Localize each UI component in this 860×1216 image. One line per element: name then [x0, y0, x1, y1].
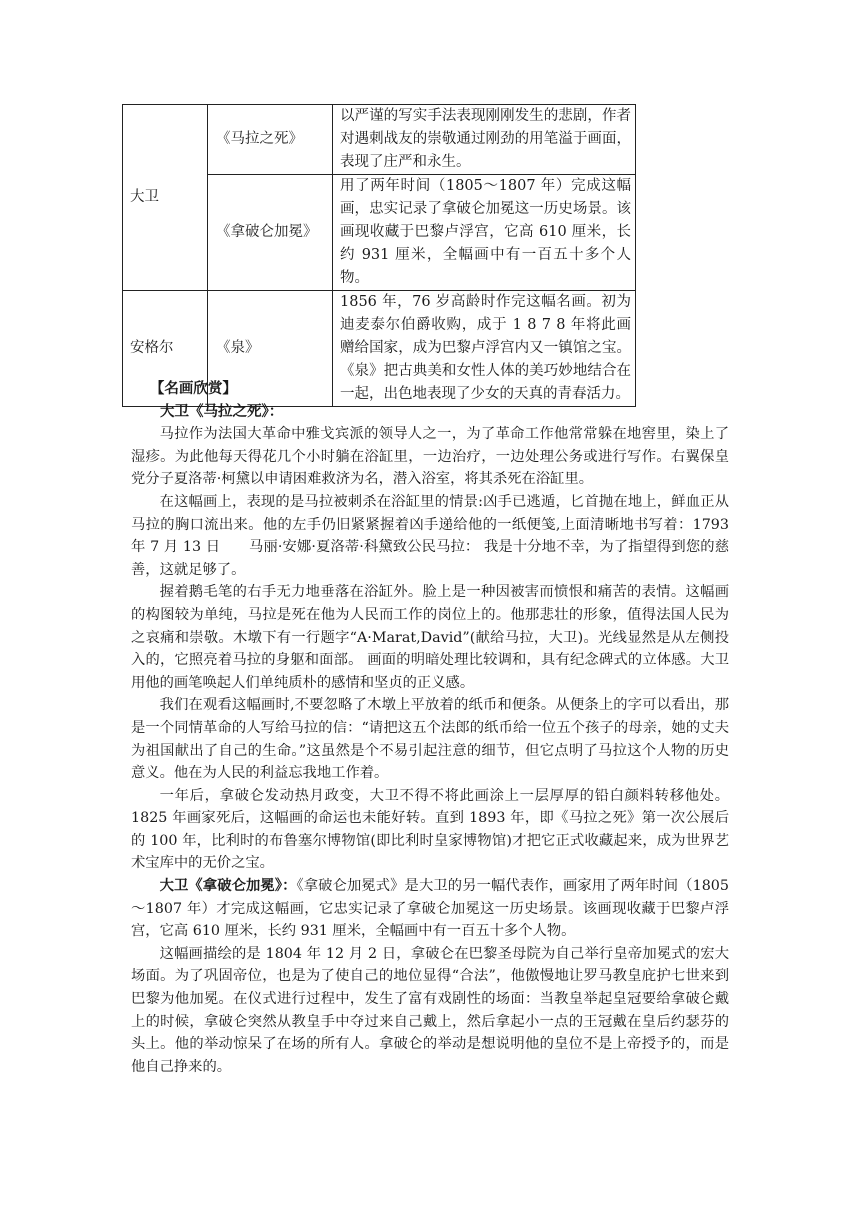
- table-row: [123, 105, 636, 175]
- article-body: [131, 378, 729, 1078]
- section-heading: 【名画欣赏】: [149, 381, 237, 397]
- work-cell-the-spring: 《泉》: [208, 291, 333, 407]
- paragraph: 一年后，拿破仑发动热月政变，大卫不得不将此画涂上一层厚厚的铅白颜料转移他处。1825 年画家死后，这幅画的命运也未能好转。直到 1893 年，即《马拉之死》第一次公展后的 100 年，比利时的布鲁塞尔博物馆(即比利时皇家博物馆)才把它正式收藏起来，成为世界艺术宝库中的无价之宝。: [131, 787, 729, 872]
- work-cell-coronation: 《拿破仑加冕》: [208, 175, 333, 291]
- artist-works-table: [122, 104, 636, 407]
- coronation-text: 《拿破仑加冕式》是大卫的另一幅代表作，画家用了两年时间（1805～1807 年）才完成这幅画，它忠实记录了拿破仑加冕这一历史场景。该画现收藏于巴黎卢浮宫，它高 610 厘米，长约 931 厘米，全幅画中有一百五十多个人物。: [131, 878, 729, 940]
- desc-cell-coronation: 用了两年时间（1805～1807 年）完成这幅画，忠实记录了拿破仑加冕这一历史场景。该画现收藏于巴黎卢浮宫，它高 610 厘米，长约 931 厘米，全幅画中有一百五十多个人物。: [333, 175, 636, 291]
- paragraph: 这幅画描绘的是 1804 年 12 月 2 日，拿破仑在巴黎圣母院为自己举行皇帝加冕式的宏大场面。为了巩固帝位，也是为了使自己的地位显得“合法”，他傲慢地让罗马教皇庇护七世来到巴黎为他加冕。在仪式进行过程中，发生了富有戏剧性的场面：当教皇举起皇冠要给拿破仑戴上的时候，拿破仑突然从教皇手中夺过来自己戴上，然后拿起小一点的王冠戴在皇后约瑟芬的头上。他的举动惊呆了在场的所有人。拿破仑的举动是想说明他的皇位不是上帝授予的，而是他自己挣来的。: [131, 945, 729, 1075]
- sub-heading-death-of-marat: 大卫《马拉之死》：: [160, 403, 284, 420]
- artist-cell-david: 大卫: [123, 105, 208, 291]
- paragraph: 马拉作为法国大革命中雅戈宾派的领导人之一，为了革命工作他常常躲在地窖里，染上了湿疹。为此他每天得花几个小时躺在浴缸里，一边治疗，一边处理公务或进行写作。右翼保皇党分子夏洛蒂·柯黛以申请困难救济为名，潜入浴室，将其杀死在浴缸里。: [131, 426, 729, 488]
- paragraph: 握着鹅毛笔的右手无力地垂落在浴缸外。脸上是一种因被害而愤恨和痛苦的表情。这幅画的构图较为单纯，马拉是死在他为人民而工作的岗位上的。他那悲壮的形象，值得法国人民为之哀痛和崇敬。木墩下有一行题字“A·Marat,David”(献给马拉，大卫)。光线显然是从左侧投入的，它照亮着马拉的身躯和面部。 画面的明暗处理比较调和，具有纪念碑式的立体感。大卫用他的画笔唤起人们单纯质朴的感情和坚贞的正义感。: [131, 584, 729, 691]
- desc-cell-the-spring: 1856 年，76 岁高龄时作完这幅名画。初为迪麦泰尔伯爵收购，成于 1 8 7 8 年将此画赠给国家，成为巴黎卢浮宫内又一镇馆之宝。《泉》把古典美和女性人体的美巧妙地结合在一起，出色地表现了少女的天真的青春活力。: [333, 291, 636, 407]
- paragraph-coronation: [131, 875, 729, 943]
- artist-cell-ingres: 安格尔: [123, 291, 208, 407]
- work-cell-death-of-marat: 《马拉之死》: [208, 105, 333, 175]
- desc-cell-death-of-marat: 以严谨的写实手法表现刚刚发生的悲剧，作者对遇刺战友的崇敬通过刚劲的用笔溢于画面，表现了庄严和永生。: [333, 105, 636, 175]
- paragraph: 我们在观看这幅画时,不要忽略了木墩上平放着的纸币和便条。从便条上的字可以看出，那是一个同情革命的人写给马拉的信：“请把这五个法郎的纸币给一位五个孩子的母亲，她的丈夫为祖国献出了自己的生命。”这虽然是个不易引起注意的细节，但它点明了马拉这个人物的历史意义。他在为人民的利益忘我地工作着。: [131, 697, 729, 782]
- coronation-lead: 大卫《拿破仑加冕》：: [159, 878, 297, 895]
- paragraph: 在这幅画上，表现的是马拉被刺杀在浴缸里的情景:凶手已逃遁，匕首抛在地上，鲜血正从马拉的胸口流出来。他的左手仍旧紧紧握着凶手递给他的一纸便笺,上面清晰地书写着：1793 年 7 月 13 日 马丽·安娜·夏洛蒂·科黛致公民马拉： 我是十分地不幸，为了指望得到您的慈善，这就足够了。: [131, 493, 729, 578]
